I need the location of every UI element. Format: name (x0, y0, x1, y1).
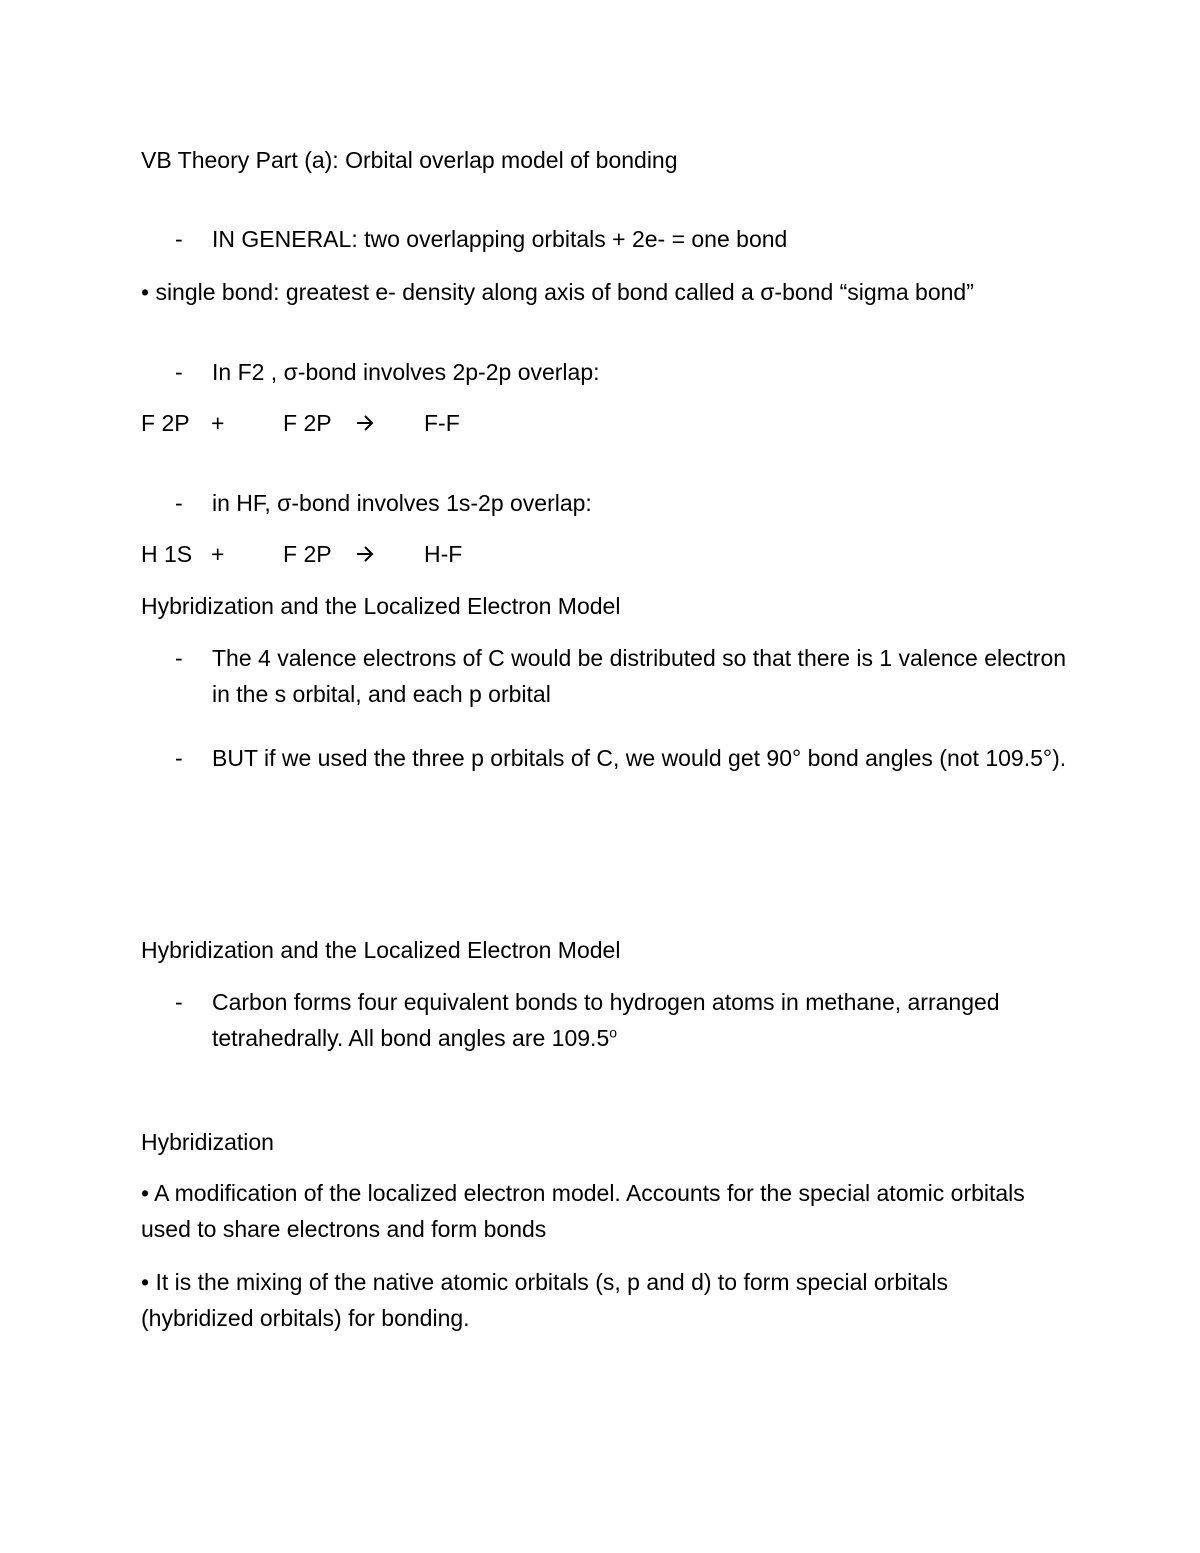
list-item-text: BUT if we used the three p orbitals of C, we would get 90° bond angles (not 109.5°). (212, 745, 1067, 771)
list-item-valence-electrons (175, 640, 1075, 712)
list-item-f2 (175, 354, 1075, 390)
right-arrow-icon (355, 536, 375, 572)
list-item-bond-angles (175, 740, 1075, 776)
equation-right: F-F (424, 410, 460, 436)
dash-marker: - (175, 226, 183, 252)
dash-marker: - (175, 359, 183, 385)
equation-plus: + (211, 410, 225, 436)
section-title-hybridization: Hybridization (141, 1129, 274, 1155)
dash-marker: - (175, 745, 183, 771)
degree-symbol: o (609, 1024, 618, 1041)
equation-mid: F 2P (283, 410, 332, 436)
equation-right: H-F (424, 541, 463, 567)
right-arrow-icon (355, 405, 375, 441)
equation-left: F 2P (141, 410, 190, 436)
bullet-mixing: • It is the mixing of the native atomic orbitals (s, p and d) to form special orbitals (hybridized orbitals) for bonding. (141, 1269, 949, 1331)
bullet-single-bond: • single bond: greatest e- density along axis of bond called a σ-bond “sigma bond” (141, 279, 974, 305)
dash-marker: - (175, 989, 183, 1015)
section-title-vb-theory: VB Theory Part (a): Orbital overlap model of bonding (141, 147, 678, 173)
section-title-hybridization-model: Hybridization and the Localized Electron Model (141, 593, 621, 619)
equation-mid: F 2P (283, 541, 332, 567)
bullet-modification: • A modification of the localized electron model. Accounts for the special atomic orbitals used to share electrons and form bonds (141, 1180, 1025, 1242)
equation-left: H 1S (141, 541, 193, 567)
list-item-text: The 4 valence electrons of C would be distributed so that there is 1 valence electron in the s orbital, and each p orbital (212, 645, 1067, 707)
list-item-methane (175, 984, 1075, 1056)
list-item-text (212, 984, 1075, 1056)
list-item-text: IN GENERAL: two overlapping orbitals + 2e- = one bond (212, 226, 788, 252)
list-item-text: In F2 , σ-bond involves 2p-2p overlap: (212, 359, 600, 385)
methane-text: Carbon forms four equivalent bonds to hydrogen atoms in methane, arranged tetrahedrally. All bond angles are 109.5 (212, 989, 1000, 1051)
section-title-hybridization-model-2: Hybridization and the Localized Electron Model (141, 937, 621, 963)
dash-marker: - (175, 490, 183, 516)
equation-plus: + (211, 541, 225, 567)
list-item-in-general (175, 221, 1075, 257)
dash-marker: - (175, 645, 183, 671)
list-item-hf (175, 485, 1075, 521)
list-item-text: in HF, σ-bond involves 1s-2p overlap: (212, 490, 592, 516)
